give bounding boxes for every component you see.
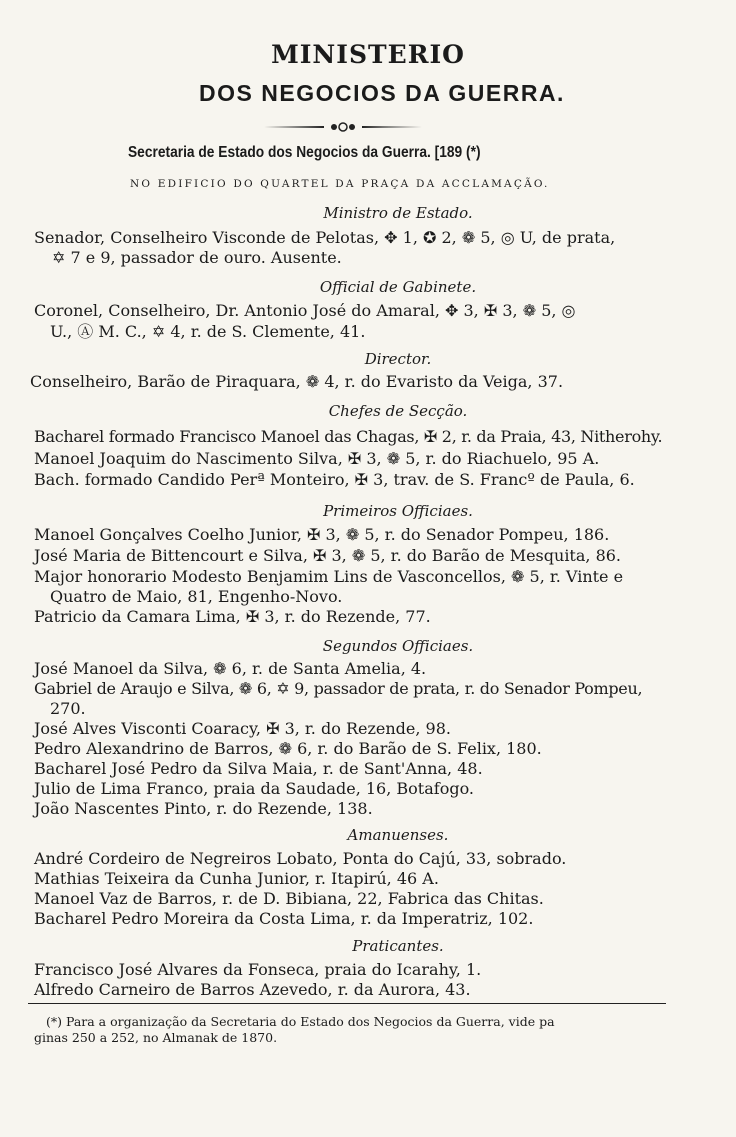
entry-line: Manoel Gonçalves Coelho Junior, ✠ 3, ❁ 5, r. do Senador Pompeu, 186. <box>34 525 610 544</box>
footnote-line: ginas 250 a 252, no Almanak de 1870. <box>34 1030 278 1045</box>
entry-line: 270. <box>50 699 86 718</box>
section-segundos: Segundos Officiaes. <box>322 637 474 655</box>
entry-line: José Alves Visconti Coaracy, ✠ 3, r. do Rezende, 98. <box>34 719 451 738</box>
entry-line: ✡ 7 e 9, passador de ouro. Ausente. <box>52 248 342 267</box>
section-chefes: Chefes de Secção. <box>328 402 468 420</box>
entry-line: Manoel Joaquim do Nascimento Silva, ✠ 3, ❁ 5, r. do Riachuelo, 95 A. <box>34 449 600 468</box>
entry-line: Bach. formado Candido Perª Monteiro, ✠ 3, trav. de S. Francº de Paula, 6. <box>34 470 635 489</box>
entry-line: Coronel, Conselheiro, Dr. Antonio José do Amaral, ✥ 3, ✠ 3, ❁ 5, ◎ <box>34 301 576 320</box>
building-location: NO EDIFICIO DO QUARTEL DA PRAÇA DA ACCLAMAÇÃO. <box>130 178 550 190</box>
entry-line: U., Ⓐ M. C., ✡ 4, r. de S. Clemente, 41. <box>50 322 366 341</box>
entry-line: José Maria de Bittencourt e Silva, ✠ 3, ❁ 5, r. do Barão de Mesquita, 86. <box>34 546 622 565</box>
entry-line: Senador, Conselheiro Visconde de Pelotas, ✥ 1, ✪ 2, ❁ 5, ◎ U, de prata, <box>34 228 616 247</box>
section-ministro: Ministro de Estado. <box>323 204 473 222</box>
entry-line: João Nascentes Pinto, r. do Rezende, 138. <box>34 799 373 818</box>
section-gabinete: Official de Gabinete. <box>319 278 477 296</box>
entry-line: Alfredo Carneiro de Barros Azevedo, r. da Aurora, 43. <box>34 980 471 999</box>
entry-line: Major honorario Modesto Benjamim Lins de Vasconcellos, ❁ 5, r. Vinte e <box>34 567 624 586</box>
entry-line: Bacharel Pedro Moreira da Costa Lima, r. da Imperatriz, 102. <box>34 909 534 928</box>
entry-line: Quatro de Maio, 81, Engenho-Novo. <box>50 587 343 606</box>
ministry-subtitle: DOS NEGOCIOS DA GUERRA. <box>199 80 565 106</box>
entry-line: Conselheiro, Barão de Piraquara, ❁ 4, r. do Evaristo da Veiga, 37. <box>30 372 564 391</box>
footnote-rule <box>28 1003 666 1004</box>
entry-line: José Manoel da Silva, ❁ 6, r. de Santa Amelia, 4. <box>34 659 427 678</box>
entry-line: André Cordeiro de Negreiros Lobato, Ponta do Cajú, 33, sobrado. <box>34 849 567 868</box>
entry-line: Francisco José Alvares da Fonseca, praia do Icarahy, 1. <box>34 960 482 979</box>
ornament-divider <box>264 122 422 132</box>
entry-line: Bacharel José Pedro da Silva Maia, r. de Sant'Anna, 48. <box>34 759 483 778</box>
entry-line: Patricio da Camara Lima, ✠ 3, r. do Rezende, 77. <box>34 607 431 626</box>
entry-line: Bacharel formado Francisco Manoel das Chagas, ✠ 2, r. da Praia, 43, Nitherohy. <box>34 427 663 446</box>
entry-line: Manoel Vaz de Barros, r. de D. Bibiana, 22, Fabrica das Chitas. <box>34 889 544 908</box>
section-amanuenses: Amanuenses. <box>347 826 449 844</box>
section-praticantes: Praticantes. <box>352 937 444 955</box>
section-primeiros: Primeiros Officiaes. <box>323 502 473 520</box>
entry-line: Gabriel de Araujo e Silva, ❁ 6, ✡ 9, passador de prata, r. do Senador Pompeu, <box>34 679 643 698</box>
ministry-title: MINISTERIO <box>271 40 465 69</box>
footnote-line: (*) Para a organização da Secretaria do Estado dos Negocios da Guerra, vide pa <box>46 1014 555 1029</box>
entry-line: Julio de Lima Franco, praia da Saudade, 16, Botafogo. <box>34 779 474 798</box>
department-heading: Secretaria de Estado dos Negocios da Guerra. [189 (*) <box>128 144 481 161</box>
section-director: Director. <box>364 350 432 368</box>
entry-line: Pedro Alexandrino de Barros, ❁ 6, r. do Barão de S. Felix, 180. <box>34 739 542 758</box>
entry-line: Mathias Teixeira da Cunha Junior, r. Itapirú, 46 A. <box>34 869 439 888</box>
